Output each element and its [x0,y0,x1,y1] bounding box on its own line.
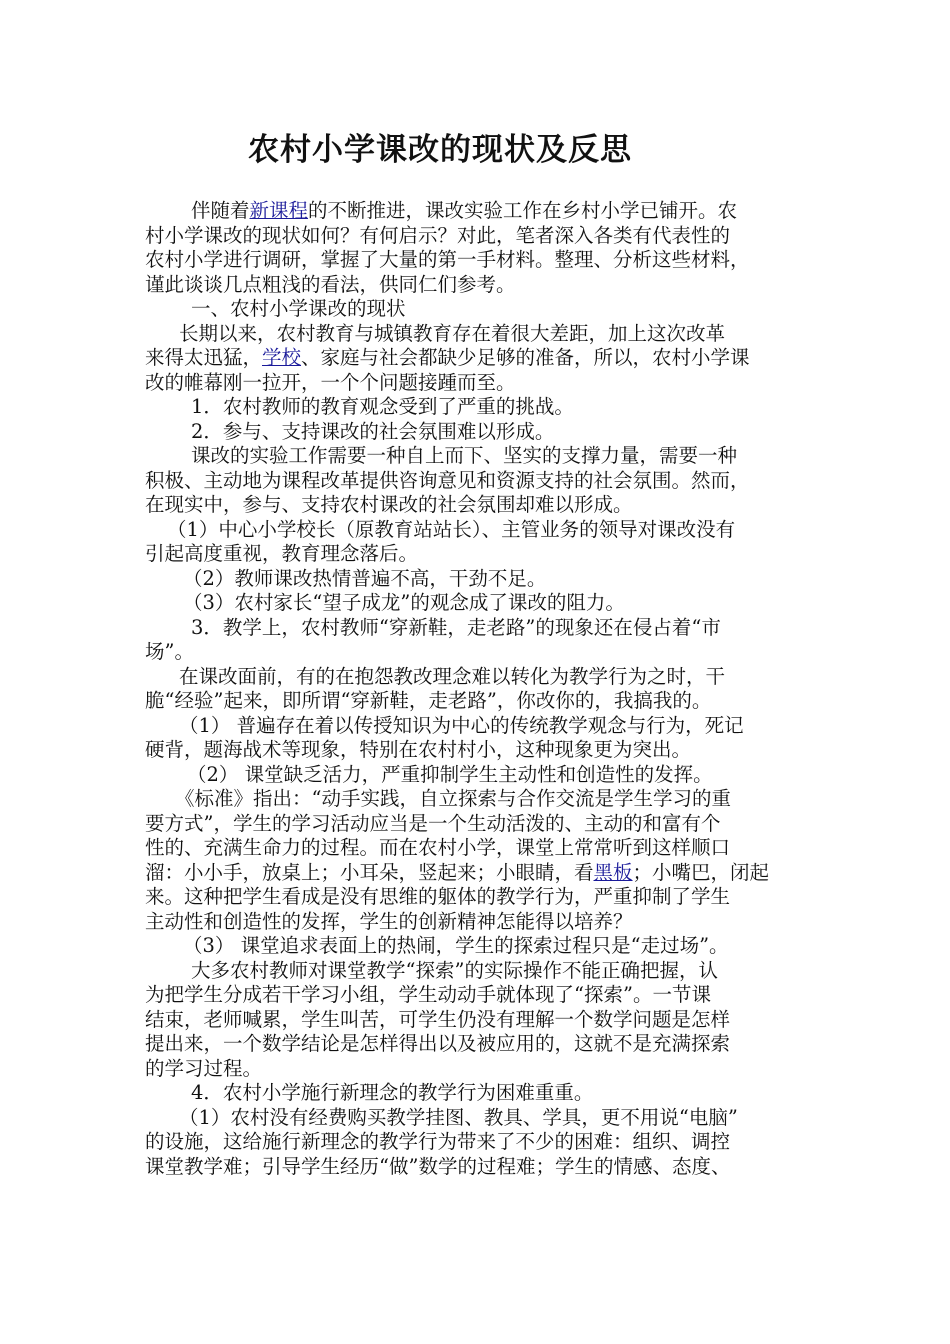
paragraph-line [145,199,819,224]
paragraph-line: 来。这种把学生看成是没有思维的躯体的教学行为，严重抑制了学生 [145,885,731,908]
paragraph-line: 硬背，题海战术等现象，特别在农村村小，这种现象更为突出。 [145,738,692,761]
paragraph-line: 的学习过程。 [145,1056,263,1080]
paragraph-line: 在课改面前，有的在抱怨教改理念难以转化为教学行为之时，干 [179,664,726,688]
text-segment: 、家庭与社会都缺少足够的准备，所以，农村小学课 [301,346,750,369]
paragraph-line: 改的帷幕刚一拉开，一个个问题接踵而至。 [145,370,516,394]
section-heading: 一、农村小学课改的现状 [191,297,406,320]
document-body [145,199,819,1179]
paragraph-line: 村小学课改的现状如何？有何启示？对此，笔者深入各类有代表性的 [145,223,731,247]
paragraph-line: 《标准》指出：“动手实践，自立探索与合作交流是学生学习的重 [175,787,731,810]
paragraph-line [145,346,819,371]
list-item: 1．农村教师的教育观念受到了严重的挑战。 [191,395,574,418]
paragraph-line: 谨此谈谈几点粗浅的看法，供同仁们参考。 [145,272,516,296]
paragraph-line: 在现实中，参与、支持农村课改的社会氛围却难以形成。 [145,493,633,516]
paragraph-line: 主动性和创造性的发挥，学生的创新精神怎能得以培养？ [145,909,633,933]
list-item: （2） 课堂缺乏活力，严重抑制学生主动性和创造性的发挥。 [187,762,713,786]
paragraph-line: 农村小学进行调研，掌握了大量的第一手材料。整理、分析这些材料， [145,248,750,271]
list-item: 2．参与、支持课改的社会氛围难以形成。 [191,419,555,443]
paragraph-line: 大多农村教师对课堂教学“探索”的实际操作不能正确把握，认 [191,958,718,982]
list-item: 4．农村小学施行新理念的教学行为困难重重。 [191,1081,594,1104]
paragraph-line: 引起高度重视，教育理念落后。 [145,542,419,565]
document-title: 农村小学课改的现状及反思 [248,132,632,168]
paragraph-line: 的设施，这给施行新理念的教学行为带来了不少的困难：组织、调控 [145,1130,731,1153]
list-item: （1） 普遍存在着以传授知识为中心的传统教学观念与行为，死记 [179,713,744,737]
text-segment: 伴随着 [191,199,250,222]
list-item: （3）农村家长“望子成龙”的观念成了课改的阻力。 [183,591,625,614]
paragraph-line [145,861,819,886]
paragraph-line: 结束，老师喊累，学生叫苦，可学生仍没有理解一个数学问题是怎样 [145,1007,731,1031]
list-item: （1）中心小学校长（原教育站站长）、主管业务的领导对课改没有 [167,517,736,541]
paragraph-line: 提出来，一个数学结论是怎样得出以及被应用的，这就不是充满探索 [145,1032,731,1055]
paragraph-line: 场”。 [145,640,194,663]
paragraph-line: 要方式”，学生的学习活动应当是一个生动活泼的、主动的和富有个 [145,811,721,835]
text-segment: 来得太迅猛， [145,346,263,369]
blackboard-link[interactable]: 黑板 [593,860,633,884]
paragraph-line: 积极、主动地为课程改革提供咨询意见和资源支持的社会氛围。然而， [145,468,750,492]
paragraph-line: 为把学生分成若干学习小组，学生动动手就体现了“探索”。一节课 [145,983,711,1006]
text-segment: 的不断推进，课改实验工作在乡村小学已铺开。农 [308,199,738,222]
text-segment: 溜：小小手，放桌上；小耳朵，竖起来；小眼睛，看 [145,860,594,884]
list-item: 3．教学上，农村教师“穿新鞋，走老路”的现象还在侵占着“市 [191,615,721,639]
school-link[interactable]: 学校 [262,346,302,369]
list-item: （1）农村没有经费购买教学挂图、教具、学具，更不用说“电脑” [179,1105,738,1129]
paragraph-line: 课改的实验工作需要一种自上而下、坚实的支撑力量，需要一种 [191,444,738,467]
list-item: （2）教师课改热情普遍不高，干劲不足。 [183,566,547,590]
paragraph-line: 长期以来，农村教育与城镇教育存在着很大差距，加上这次改革 [179,321,726,345]
text-segment: ；小嘴巴，闭起 [632,860,770,884]
new-curriculum-link[interactable]: 新课程 [249,199,309,222]
paragraph-line: 性的、充满生命力的过程。而在农村小学，课堂上常常听到这样顺口 [145,836,731,859]
paragraph-line: 课堂教学难；引导学生经历“做”数学的过程难；学生的情感、态度、 [145,1154,731,1178]
paragraph-line: 脆“经验”起来，即所谓“穿新鞋，走老路”，你改你的，我搞我的。 [145,689,712,712]
list-item: （3） 课堂追求表面上的热闹，学生的探索过程只是“走过场”。 [183,934,729,957]
